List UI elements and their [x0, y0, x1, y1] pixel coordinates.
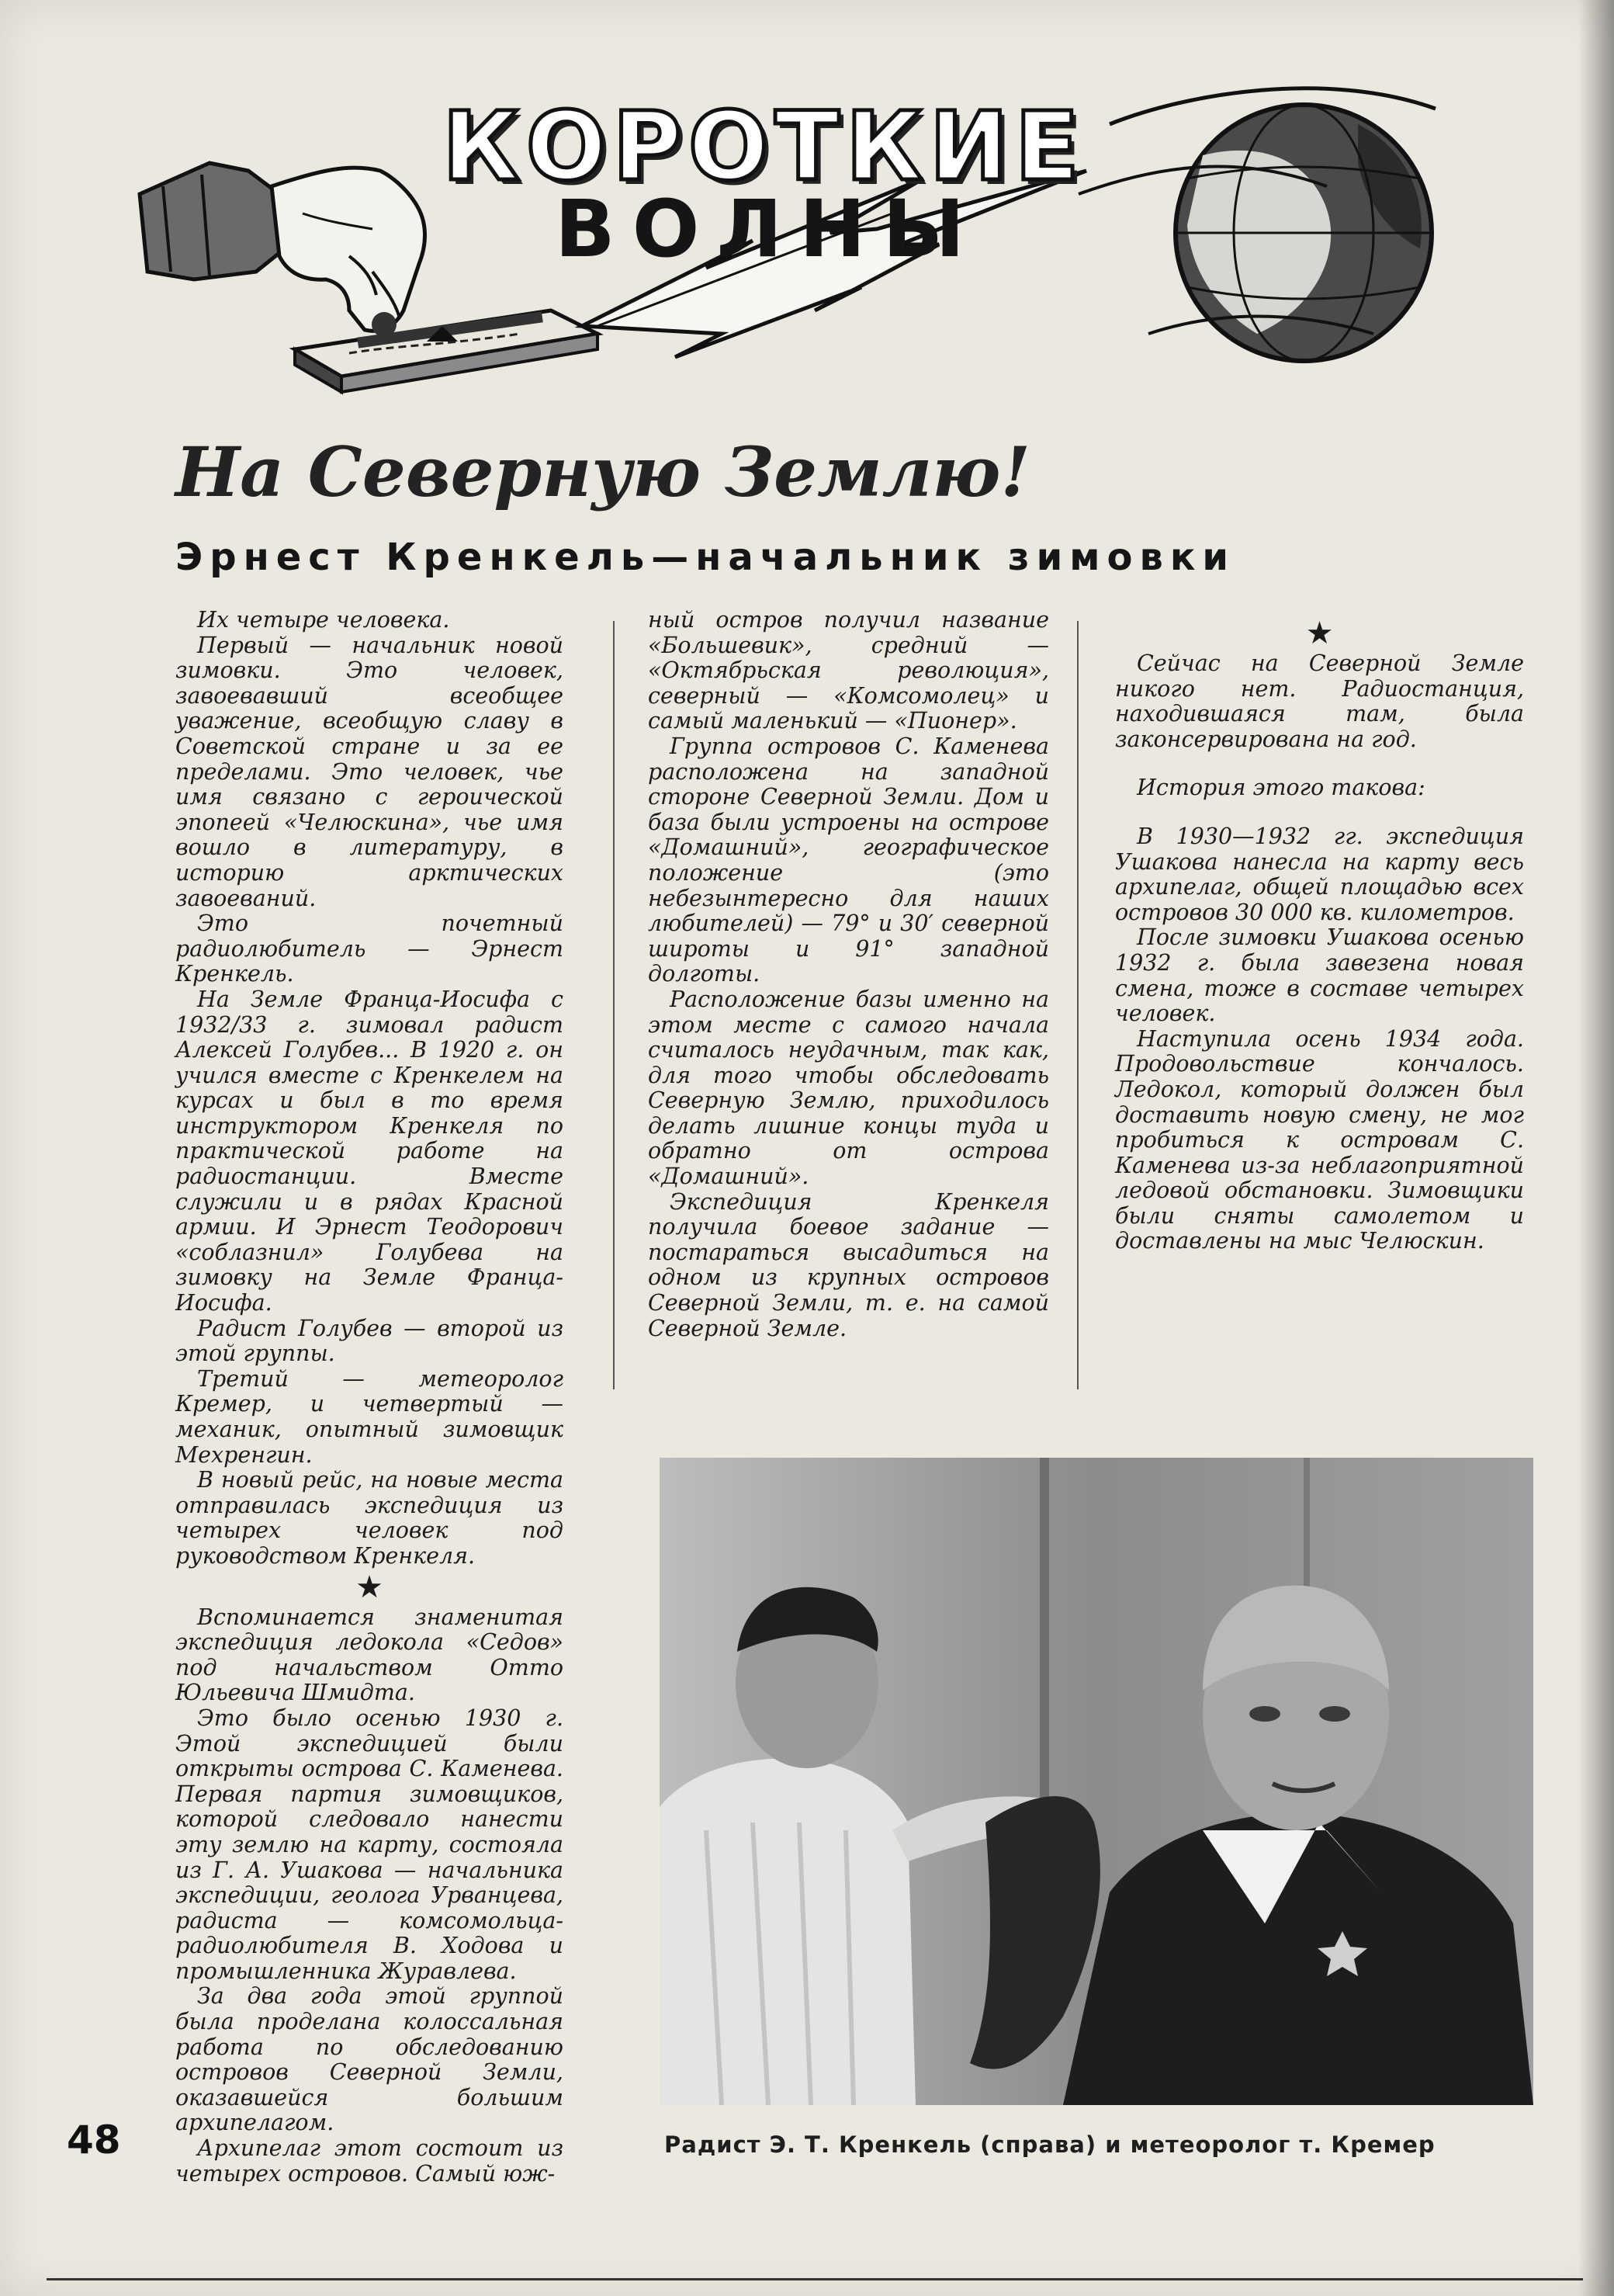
telegraph-key-illustration	[295, 310, 597, 392]
paragraph: Экспедиция Кренкеля получила боевое задание — постараться высадиться на одном из крупных островов Северной Земли, т. е. на самой Северной Земле.	[648, 1188, 1049, 1341]
page-number: 48	[67, 2117, 121, 2162]
paragraph: Первый — начальник новой зимовки. Это человек, завоевавший всеобщее уважение, всеобщую славу в Советской стране и за ее пределами. Это человек, чье имя связано с героической эпопеей «Челюскина», чье имя вошло в литературу, в историю арктических завоеваний.	[175, 632, 563, 911]
section-headline-2: ВОЛНЫ	[555, 183, 982, 276]
photo-illustration	[660, 1458, 1533, 2105]
paragraph: Это почетный радиолюбитель — Эрнест Кренкель.	[175, 910, 563, 987]
paragraph: Их четыре человека.	[197, 607, 450, 633]
text-column-1	[175, 608, 563, 2187]
paragraph: На Земле Франца-Иосифа с 1932/33 г. зимовал радист Алексей Голубев... В 1920 г. он учился вместе с Кренкелем на курсах и был в то время инструктором Кренкеля по практической работе на радиостанции. Вместе служили и в рядах Красной армии. И Эрнест Теодорович «соблазнил» Голубева на зимовку на Земле Франца-Иосифа.	[175, 986, 563, 1316]
text-column-2	[648, 608, 1049, 1341]
column-divider	[613, 621, 615, 1389]
paragraph: За два года этой группой была проделана колоссальная работа по обследованию островов Северной Земли, оказавшейся большим архипелагом.	[175, 1983, 563, 2136]
paragraph: Вспоминается знаменитая экспедиция ледокола «Седов» под начальством Отто Юльевича Шмидта.	[175, 1604, 563, 1706]
bottom-rule	[47, 2278, 1583, 2280]
paragraph: В 1930—1932 гг. экспедиция Ушакова нанесла на карту весь архипелаг, общей площадью всех островов 30 000 кв. километров.	[1115, 823, 1524, 925]
paragraph: После зимовки Ушакова осенью 1932 г. была завезена новая смена, тоже в составе четырех человек.	[1115, 924, 1524, 1027]
paragraph: Группа островов С. Каменева расположена на западной стороне Северной Земли. Дом и база были устроены на острове «Домашний», географическое положение (это небезынтересно для наших любителей) — 79° и 30′ северной широты и 91° западной долготы.	[648, 733, 1049, 987]
article-subtitle: Эрнест Кренкель—начальник зимовки	[175, 536, 1236, 579]
paragraph: Архипелаг этот состоит из четырех островов. Самый юж-	[175, 2135, 563, 2187]
column-divider	[1077, 621, 1079, 1389]
sleeve-illustration	[140, 163, 295, 279]
article-title: На Северную Землю!	[175, 432, 1030, 512]
paragraph: Это было осенью 1930 г. Этой экспедицией были открыты острова С. Каменева. Первая партия зимовщиков, которой следовало нанести эту землю на карту, состояла из Г. А. Ушакова — начальника экспедиции, геолога Урванцева, радиста — комсомольца-радиолюбителя В. Ходова и промышленника Журавлева.	[175, 1705, 563, 1984]
paragraph: Радист Голубев — второй из этой группы.	[175, 1315, 563, 1367]
paragraph: История этого такова:	[1137, 775, 1425, 801]
section-headline-1: КОРОТКИЕ	[442, 92, 1086, 202]
photograph	[660, 1458, 1533, 2105]
paragraph: Третий — метеоролог Кремер, и четвертый — механик, опытный зимовщик Мехренгин.	[175, 1365, 563, 1468]
paragraph: ный остров получил название «Большевик», средний — «Октябрьская революция», северный — «Комсомолец» и самый маленький — «Пионер».	[648, 607, 1049, 734]
star-separator: ★	[1305, 616, 1334, 651]
text-column-3	[1115, 616, 1524, 1254]
binding-shadow	[1578, 0, 1614, 2296]
star-separator: ★	[355, 1569, 383, 1605]
hand-illustration	[272, 168, 425, 331]
paragraph: Расположение базы именно на этом месте с самого начала считалось неудачным, так как, для того чтобы обследовать Северную Землю, приходилось делать лишние концы туда и обратно от острова «Домашний».	[648, 986, 1049, 1190]
photo-caption: Радист Э. Т. Кренкель (справа) и метеоролог т. Кремер	[664, 2131, 1436, 2158]
paragraph: Наступила осень 1934 года. Продовольствие кончалось. Ледокол, который должен был доставить новую смену, не мог пробиться к островам С. Каменева из-за неблагоприятной ледовой обстановки. Зимовщики были сняты самолетом и доставлены на мыс Челюскин.	[1115, 1025, 1524, 1254]
paragraph: В новый рейс, на новые места отправилась экспедиция из четырех человек под руководством Кренкеля.	[175, 1467, 563, 1569]
paragraph: Сейчас на Северной Земле никого нет. Радиостанция, находившаяся там, была законсервирована на год.	[1115, 650, 1524, 752]
globe-illustration	[1079, 88, 1436, 361]
